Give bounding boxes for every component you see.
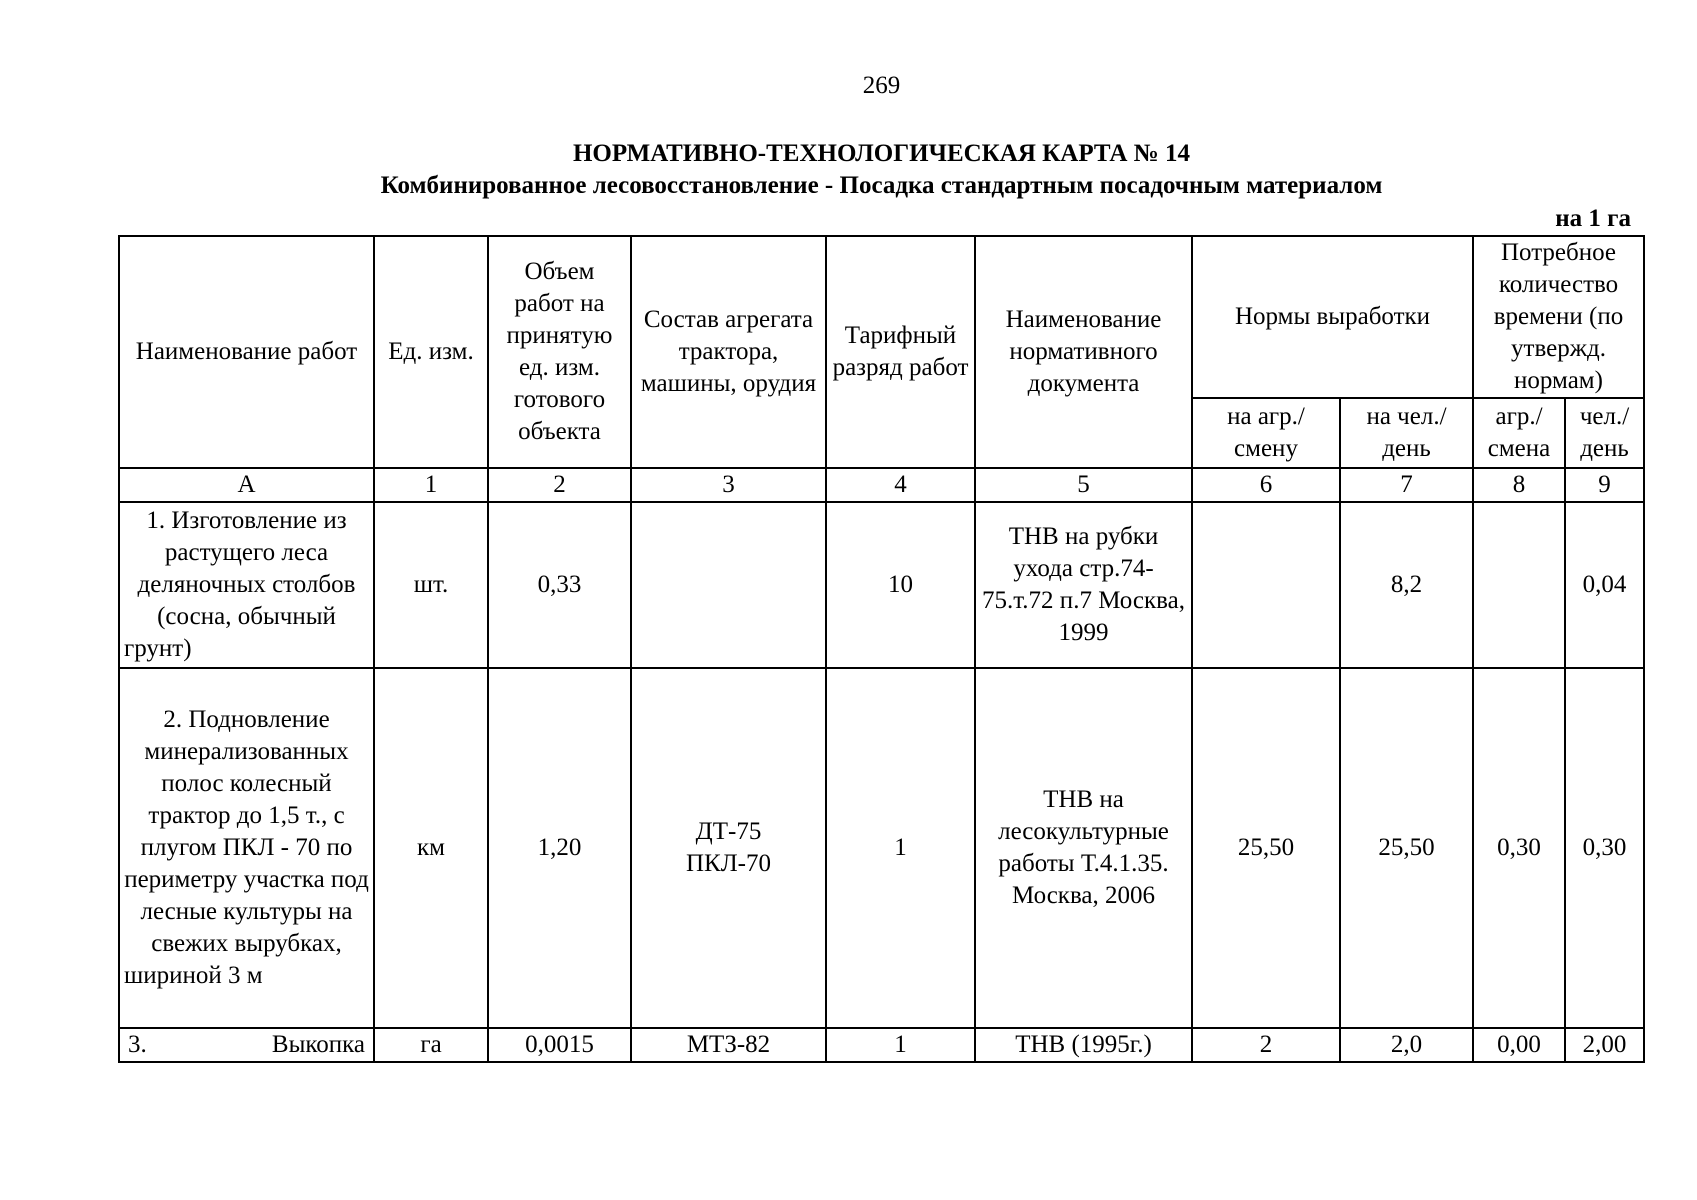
table-row [119,1028,1644,1062]
col-number: 1 [374,468,488,502]
grade-cell: 1 [826,1028,975,1062]
norms-table [118,235,1645,1063]
norm-agr-cell [1192,502,1340,668]
header-work-name: Наименование работ [119,236,374,468]
aggregate-cell: ДТ-75 ПКЛ-70 [631,668,826,1028]
header-norm-man: на чел./день [1340,398,1473,468]
volume-cell: 0,0015 [488,1028,631,1062]
norm-man-cell: 25,50 [1340,668,1473,1028]
col-number: А [119,468,374,502]
col-number: 3 [631,468,826,502]
page-number: 269 [862,72,901,99]
table-row [119,502,1644,668]
document-cell: ТНВ (1995г.) [975,1028,1192,1062]
header-document: Наименование нормативного документа [975,236,1192,468]
header-aggregate: Состав агрегата трактора, машины, орудия [631,236,826,468]
time-agr-cell: 0,30 [1473,668,1565,1028]
time-man-cell: 0,04 [1565,502,1644,668]
norm-man-cell: 2,0 [1340,1028,1473,1062]
header-norms-group: Нормы выработки [1192,236,1473,398]
column-number-row [119,468,1644,502]
work-name-cell [119,1028,374,1062]
header-time-agr: агр./ смена [1473,398,1565,468]
work-number: 3. [128,1031,147,1058]
page-title: НОРМАТИВНО-ТЕХНОЛОГИЧЕСКАЯ КАРТА № 14 [572,140,1191,167]
time-man-cell: 0,30 [1565,668,1644,1028]
work-name-spread [128,1029,365,1061]
header-row [119,236,1644,398]
work-name-cell: 2. Подновление минерализованных полос колесный трактор до 1,5 т., с плугом ПКЛ - 70 по периметру участка под лесные культуры на свежих вырубках, шириной 3 м [119,668,374,1028]
norm-agr-cell: 2 [1192,1028,1340,1062]
header-time-group: Потребное количество времени (по утвержд. нормам) [1473,236,1644,398]
table-row [119,668,1644,1028]
header-norm-agr: на агр./смену [1192,398,1340,468]
work-name-cell: 1. Изготовление из растущего леса деляночных столбов (сосна, обычный грунт) [119,502,374,668]
norm-agr-cell: 25,50 [1192,668,1340,1028]
norm-man-cell: 8,2 [1340,502,1473,668]
volume-cell: 0,33 [488,502,631,668]
time-man-cell: 2,00 [1565,1028,1644,1062]
unit-note: на 1 га [1555,205,1631,232]
document-cell: ТНВ на рубки ухода стр.74-75.т.72 п.7 Москва, 1999 [975,502,1192,668]
volume-cell: 1,20 [488,668,631,1028]
col-number: 7 [1340,468,1473,502]
col-number: 8 [1473,468,1565,502]
unit-cell: га [374,1028,488,1062]
unit-cell: шт. [374,502,488,668]
col-number: 2 [488,468,631,502]
col-number: 5 [975,468,1192,502]
header-time-man: чел./ день [1565,398,1644,468]
header-unit: Ед. изм. [374,236,488,468]
grade-cell: 10 [826,502,975,668]
time-agr-cell: 0,00 [1473,1028,1565,1062]
aggregate-cell: МТЗ-82 [631,1028,826,1062]
page-subtitle: Комбинированное лесовосстановление - Посадка стандартным посадочным материалом [380,172,1383,199]
document-cell: ТНВ на лесокультурные работы Т.4.1.35. Москва, 2006 [975,668,1192,1028]
col-number: 4 [826,468,975,502]
col-number: 6 [1192,468,1340,502]
time-agr-cell [1473,502,1565,668]
col-number: 9 [1565,468,1644,502]
header-volume: Объем работ на принятую ед. изм. готового объекта [488,236,631,468]
grade-cell: 1 [826,668,975,1028]
unit-cell: км [374,668,488,1028]
header-grade: Тарифный разряд работ [826,236,975,468]
aggregate-cell [631,502,826,668]
work-word: Выкопка [271,1031,365,1058]
